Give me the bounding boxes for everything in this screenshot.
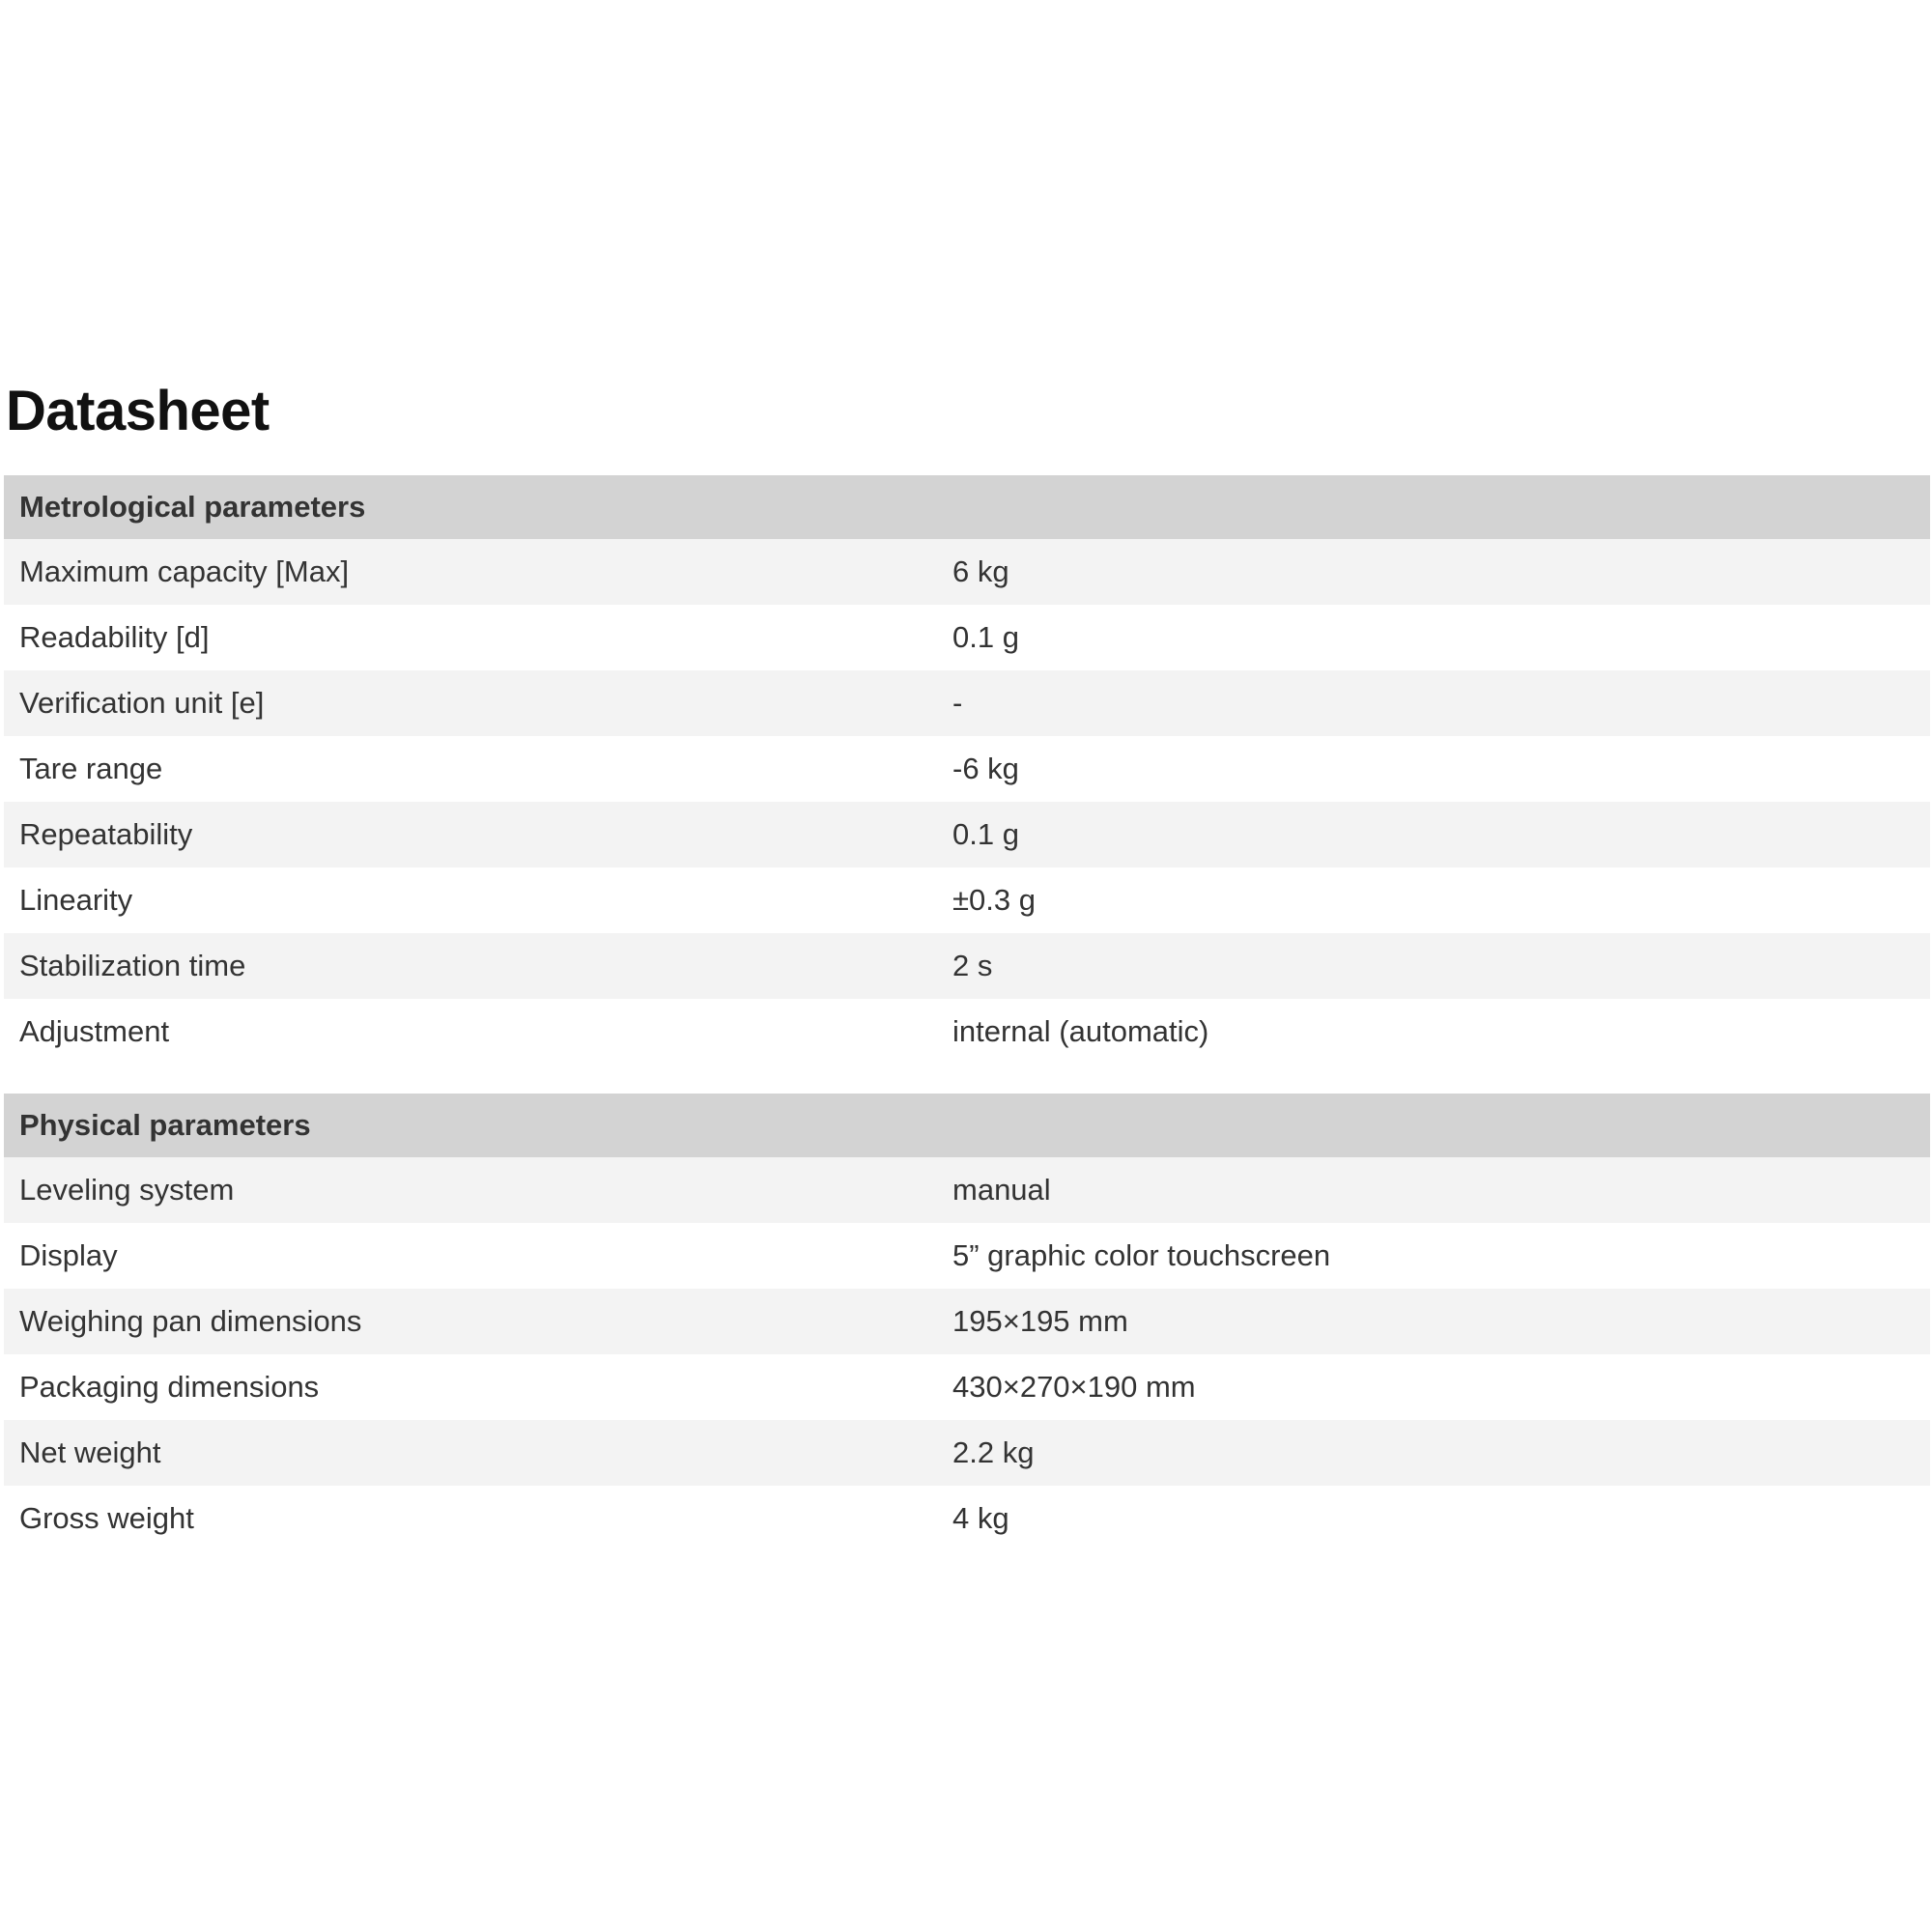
spec-row (4, 933, 1930, 999)
spec-value: 2 s (952, 949, 993, 982)
section-header: Physical parameters (4, 1094, 1930, 1157)
spec-row (4, 1157, 1930, 1223)
spec-value: 195×195 mm (952, 1304, 1128, 1338)
spec-row (4, 802, 1930, 867)
spec-value: -6 kg (952, 752, 1019, 785)
spec-value: 430×270×190 mm (952, 1370, 1196, 1404)
spec-label: Verification unit [e] (19, 686, 265, 720)
spec-row (4, 1354, 1930, 1420)
spec-label: Packaging dimensions (19, 1370, 320, 1404)
spec-value: 6 kg (952, 554, 1009, 588)
spec-row (4, 1486, 1930, 1551)
spec-row (4, 1420, 1930, 1486)
spec-row (4, 539, 1930, 605)
spec-label: Maximum capacity [Max] (19, 554, 350, 588)
spec-label: Weighing pan dimensions (19, 1304, 362, 1338)
spec-label: Readability [d] (19, 620, 210, 654)
spec-value: internal (automatic) (952, 1014, 1209, 1048)
spec-row (4, 999, 1930, 1065)
spec-value: 2.2 kg (952, 1435, 1035, 1469)
section-header: Metrological parameters (4, 475, 1930, 539)
spec-row (4, 670, 1930, 736)
spec-value: 4 kg (952, 1501, 1009, 1535)
spec-value: - (952, 686, 963, 720)
spec-label: Net weight (19, 1435, 161, 1469)
spec-label: Tare range (19, 752, 163, 785)
spec-row (4, 867, 1930, 933)
spec-label: Linearity (19, 883, 133, 917)
spec-label: Display (19, 1238, 118, 1272)
spec-value: 0.1 g (952, 620, 1019, 654)
spec-section-physical (4, 1094, 1930, 1551)
spec-value: 5” graphic color touchscreen (952, 1238, 1331, 1272)
spec-section-metrological (4, 475, 1930, 1065)
spec-label: Adjustment (19, 1014, 170, 1048)
spec-row (4, 1289, 1930, 1354)
spec-value: 0.1 g (952, 817, 1019, 851)
spec-label: Stabilization time (19, 949, 246, 982)
spec-row (4, 605, 1930, 670)
spec-value: manual (952, 1173, 1051, 1207)
spec-label: Repeatability (19, 817, 193, 851)
spec-label: Leveling system (19, 1173, 235, 1207)
spec-row (4, 1223, 1930, 1289)
spec-row (4, 736, 1930, 802)
spec-value: ±0.3 g (952, 883, 1036, 917)
page-title: Datasheet (6, 380, 270, 442)
spec-label: Gross weight (19, 1501, 194, 1535)
